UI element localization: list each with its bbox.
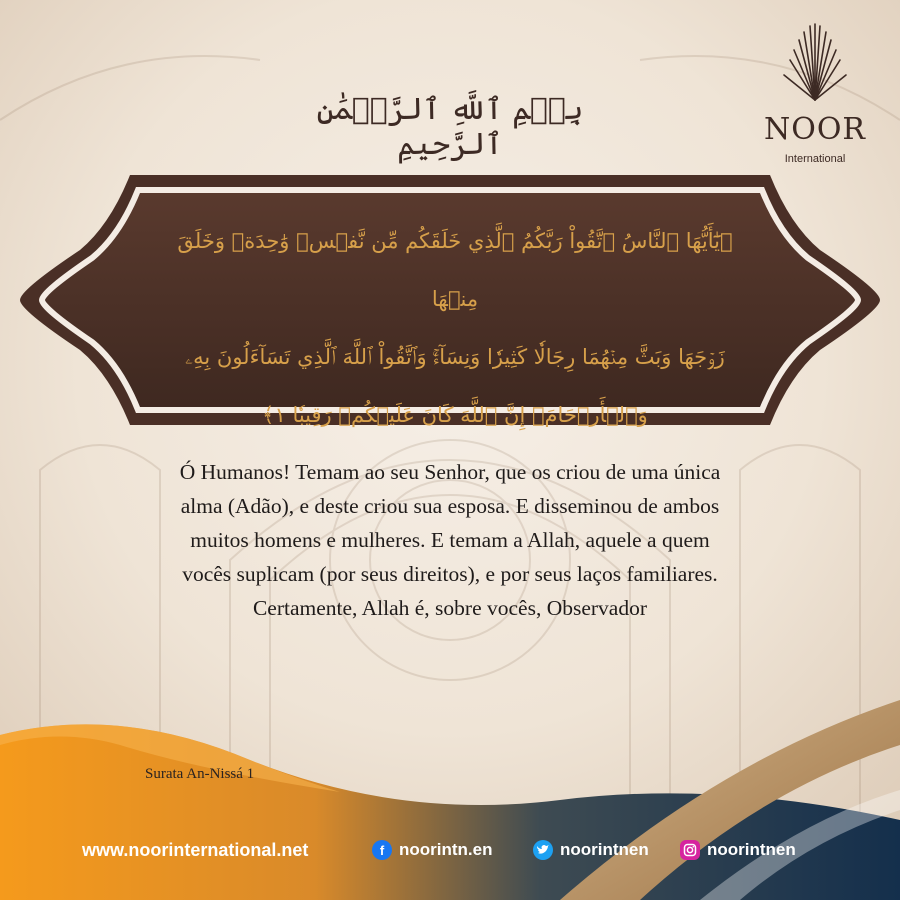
facebook-icon: f [372,840,392,860]
verse-line: زَوۡجَهَا وَبَثَّ مِنۡهُمَا رِجَالٗا كَثِيرٗا وَنِسَآءٗۚ وَٱتَّقُواْ ٱللَّهَ ٱلَّذِي تَسَآءَلُونَ بِهِۦ [185,345,725,369]
footer [0,832,900,868]
surah-reference: Surata An-Nissá 1 [145,766,255,782]
brand-name: NOOR [763,112,867,147]
translation-line: muitos homens e mulheres. E temam a Allah, aquele a quem [190,528,710,552]
translation-line: Certamente, Allah é, sobre vocês, Observador [252,596,648,620]
instagram-icon [680,840,700,860]
verse-line: وَٱلۡأَرۡحَامَۚ إِنَّ ٱللَّهَ كَانَ عَلَيۡكُمۡ رَقِيبٗا ١﴾ [262,403,648,427]
basmala-calligraphy: بِسۡمِ ٱللَّهِ ٱلرَّحۡمَٰنِ ٱلرَّحِيمِ [316,92,584,162]
verse-line: ﴿يَٰٓأَيُّهَا ٱلنَّاسُ ٱتَّقُواْ رَبَّكُمُ ٱلَّذِي خَلَقَكُم مِّن نَّفۡسٖ وَٰحِدَةٖ وَخَلَقَ مِنۡهَا [177,229,733,311]
facebook-handle: noorintn.en [399,840,493,859]
website-link[interactable]: www.noorinternational.net [82,840,309,860]
verse-translation [90,455,810,625]
twitter-icon [533,840,553,860]
twitter-link[interactable] [533,838,649,862]
translation-line: vocês suplicam (por seus direitos), e por seus laços familiares. [182,562,718,586]
translation-line: Ó Humanos! Temam ao seu Senhor, que os criou de uma única [179,460,721,484]
brand-subtitle: International [784,153,846,165]
verse-arabic-text [170,212,740,444]
instagram-handle: noorintnen [707,840,796,859]
translation-line: alma (Adão), e deste criou sua esposa. E disseminou de ambos [180,494,720,518]
twitter-handle: noorintnen [560,840,649,859]
facebook-link[interactable] [372,838,492,862]
instagram-link[interactable] [680,838,796,862]
